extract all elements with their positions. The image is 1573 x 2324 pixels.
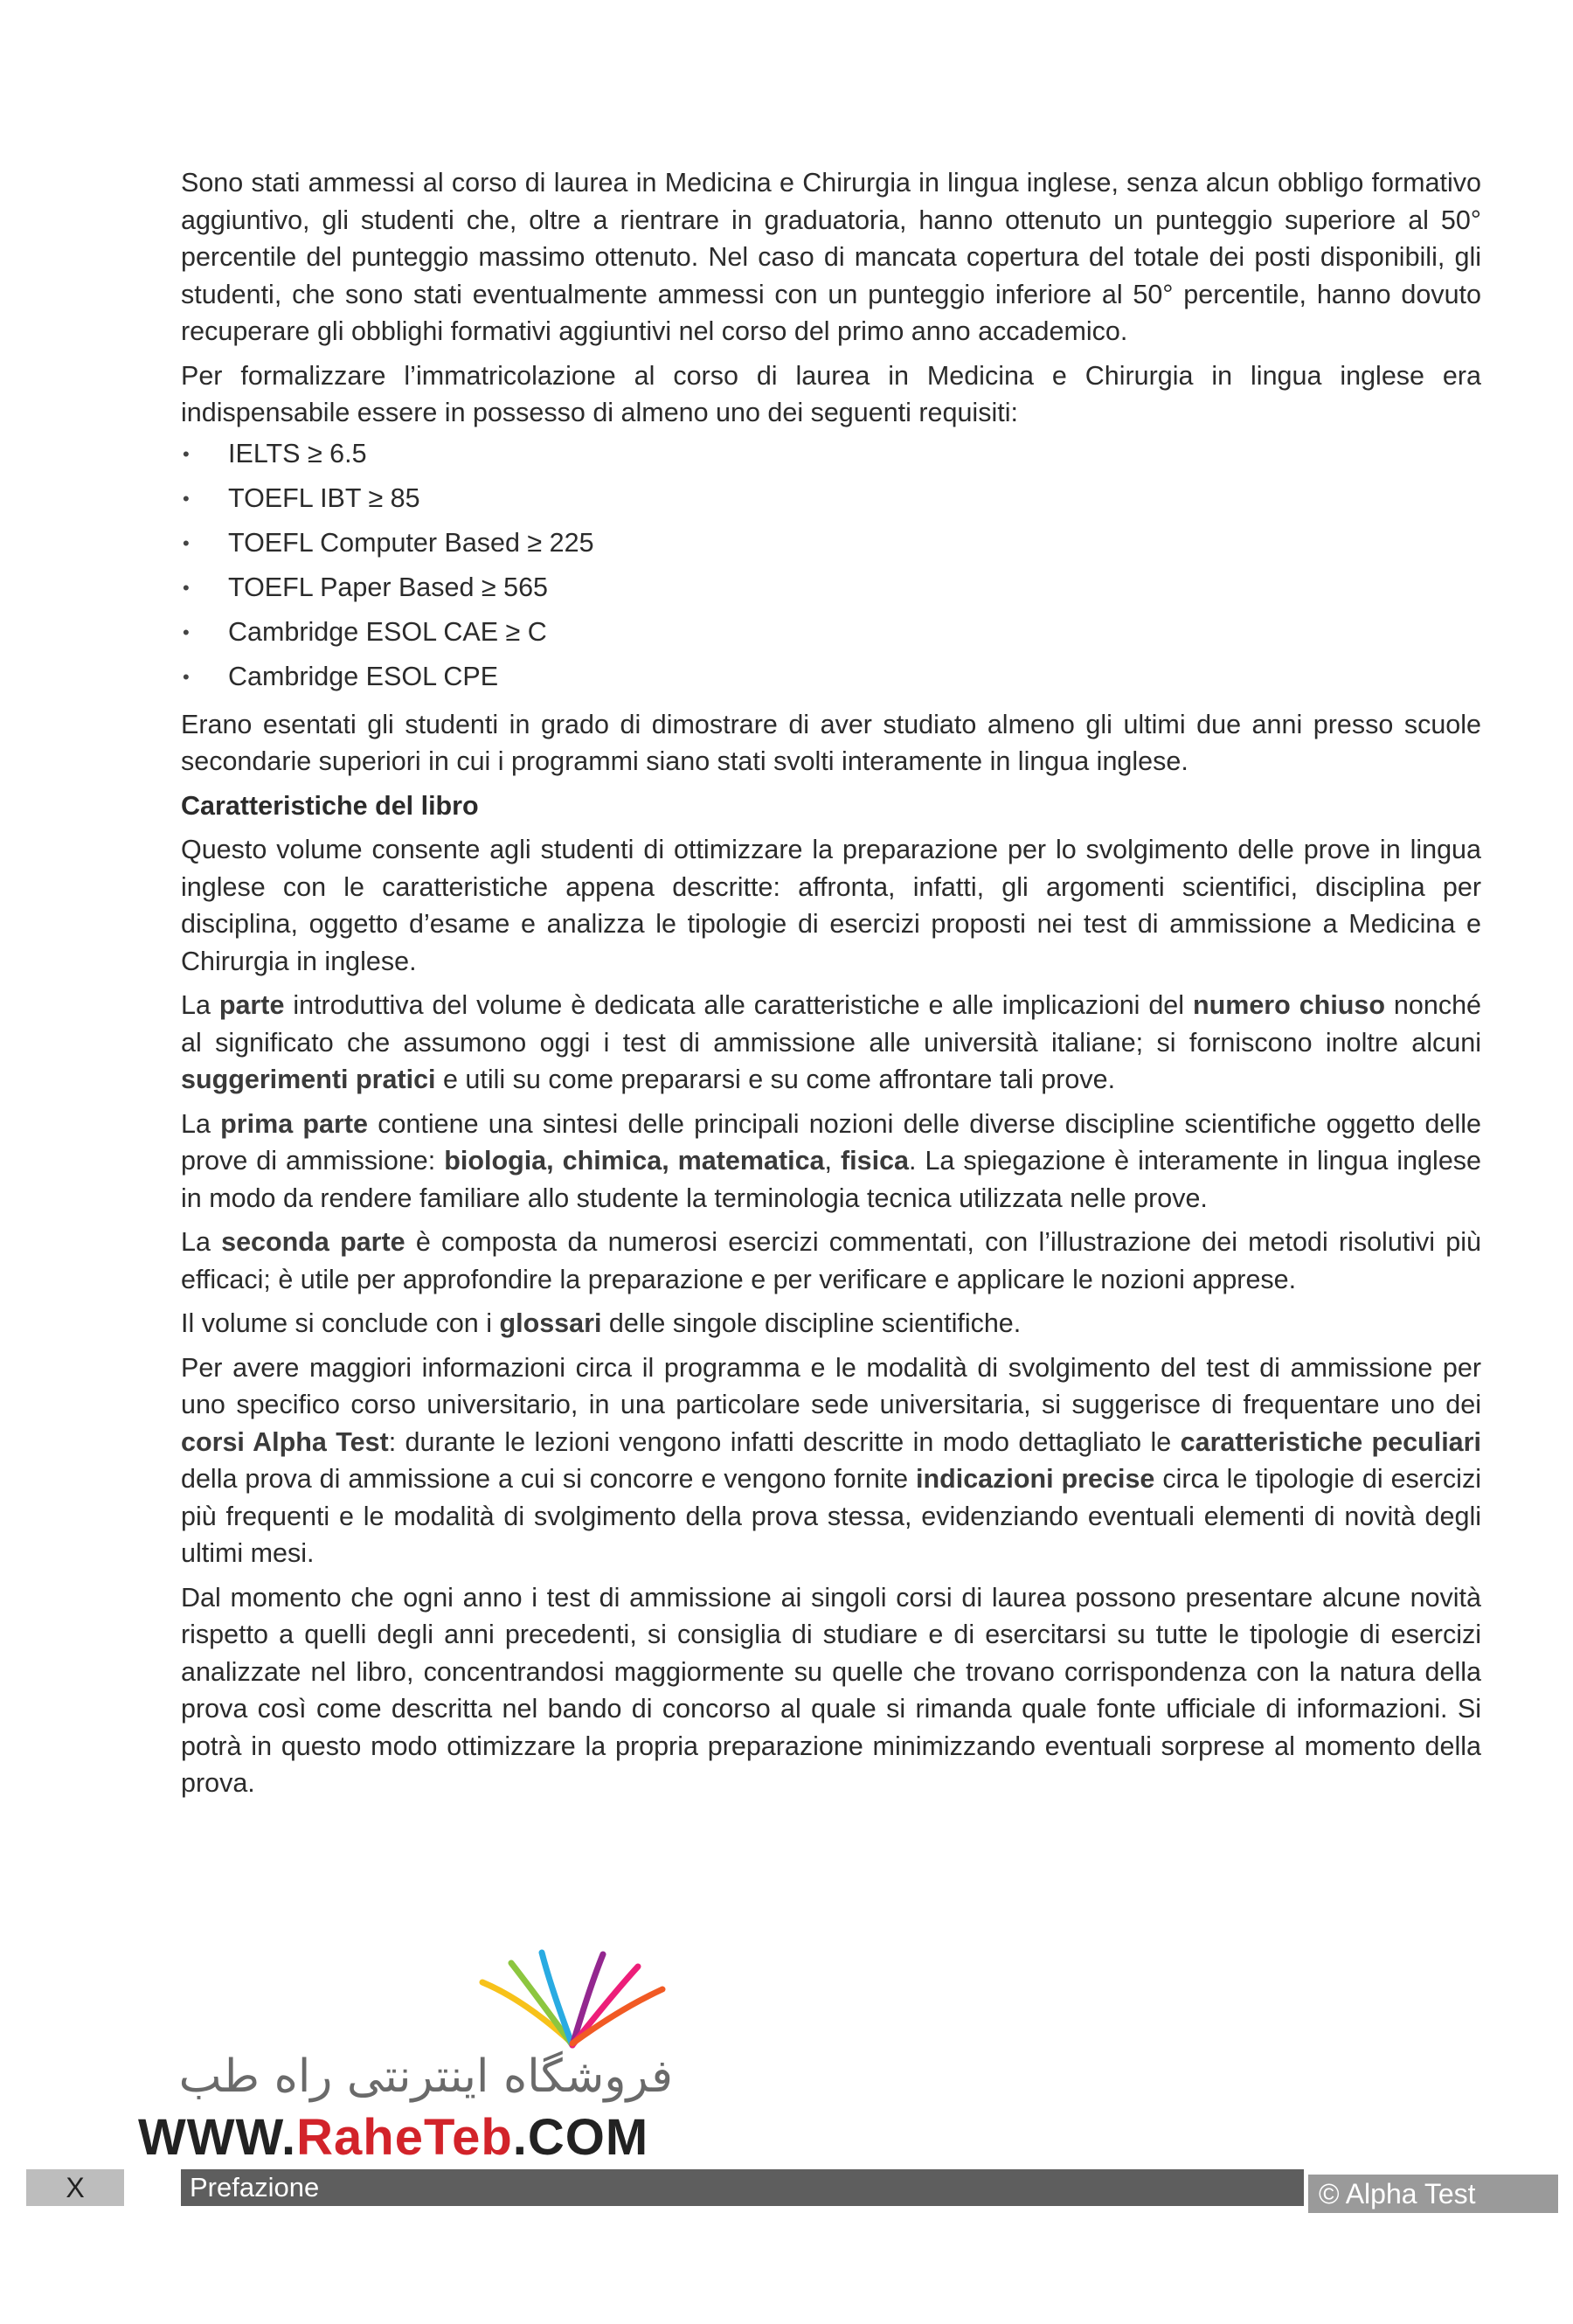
paragraph-glossary: Il volume si conclude con i glossari delle singole discipline scientifiche.	[181, 1308, 1022, 1338]
footer-section-title: Prefazione	[181, 2169, 1304, 2206]
list-item: • TOEFL IBT ≥ 85	[181, 476, 1481, 521]
list-item: • IELTS ≥ 6.5	[181, 432, 1481, 476]
watermark-url: WWW.RaheTeb.COM	[138, 2109, 649, 2166]
page-number: X	[26, 2169, 124, 2206]
paragraph-intro-part: La parte introduttiva del volume è dedicata alle caratteristiche e alle implicazioni del numero chiuso nonché al significato che assumono oggi i test di ammissione alle università italiane; si forniscono inoltre alcuni suggerimenti pratici e utili su come prepararsi e su come affrontare tali prove.	[181, 990, 1481, 1094]
list-item: • TOEFL Computer Based ≥ 225	[181, 521, 1481, 565]
footer-publisher: © Alpha Test	[1308, 2175, 1558, 2213]
paragraph-courses: Per avere maggiori informazioni circa il programma e le modalità di svolgimento del test di ammissione per uno specifico corso universitario, in una particolare sede universitaria, si suggerisce di frequentare uno dei corsi Alpha Test: durante le lezioni vengono infatti descritte in modo dettagliato le caratteristiche peculiari della prova di ammissione a cui si concorre e vengono fornite indicazioni precise circa le tipologie di esercizi più frequenti e le modalità di svolgimento della prova stessa, evidenziando eventuali elementi di novità degli ultimi mesi.	[181, 1352, 1481, 1568]
book-logo-icon	[472, 1947, 673, 2057]
paragraph-requirements-intro: Per formalizzare l’immatricolazione al corso di laurea in Medicina e Chirurgia in lingua inglese era indispensabile essere in possesso di almeno uno dei seguenti requisiti:	[181, 360, 1481, 427]
paragraph-admission: Sono stati ammessi al corso di laurea in Medicina e Chirurgia in lingua inglese, senza alcun obbligo formativo aggiuntivo, gli studenti che, oltre a rientrare in graduatoria, hanno ottenuto un punteggio superiore al 50° percentile del punteggio massimo ottenuto. Nel caso di mancata copertura del totale dei posti disponibili, gli studenti, che sono stati eventualmente ammessi con un punteggio inferiore al 50° percentile, hanno dovuto recuperare gli obblighi formativi aggiuntivi nel corso del primo anno accademico.	[181, 168, 1481, 346]
page-body	[181, 164, 1481, 1809]
requirements-list	[181, 432, 1481, 699]
list-item: • Cambridge ESOL CPE	[181, 655, 1481, 699]
paragraph-second-part: La seconda parte è composta da numerosi esercizi commentati, con l’illustrazione dei metodi risolutivi più efficaci; è utile per approfondire la preparazione e per verificare e applicare le nozioni apprese.	[181, 1227, 1481, 1294]
paragraph-first-part: La prima parte contiene una sintesi delle principali nozioni delle diverse discipline scientifiche oggetto delle prove di ammissione: biologia, chimica, matematica, fisica. La spiegazione è interamente in lingua inglese in modo da rendere familiare allo studente la terminologia tecnica utilizzata nelle prove.	[181, 1108, 1482, 1213]
watermark-persian-text: فروشگاه اینترنتی راه طب	[178, 2050, 673, 2103]
paragraph-volume: Questo volume consente agli studenti di ottimizzare la preparazione per lo svolgimento delle prove in lingua inglese con le caratteristiche appena descritte: affronta, infatti, gli argomenti scientifici, disciplina per disciplina, oggetto d’esame e analizza le tipologie di esercizi proposti nei test di ammissione a Medicina e Chirurgia in inglese.	[181, 835, 1481, 976]
list-item: • TOEFL Paper Based ≥ 565	[181, 565, 1481, 610]
paragraph-exemptions: Erano esentati gli studenti in grado di dimostrare di aver studiato almeno gli ultimi due anni presso scuole secondarie superiori in cui i programmi siano stati svolti interamente in lingua inglese.	[181, 709, 1481, 776]
paragraph-closing: Dal momento che ogni anno i test di ammissione ai singoli corsi di laurea possono presentare alcune novità rispetto a quelli degli anni precedenti, si consiglia di studiare e di esercitarsi su tutte le tipologie di esercizi analizzate nel libro, concentrandosi maggiormente su quelle che trovano corrispondenza con la natura della prova così come descritta nel bando di concorso al quale si rimanda quale fonte ufficiale di informazioni. Si potrà in questo modo ottimizzare la propria preparazione minimizzando eventuali sorprese al momento della prova.	[181, 1582, 1481, 1798]
list-item: • Cambridge ESOL CAE ≥ C	[181, 610, 1481, 655]
section-heading: Caratteristiche del libro	[181, 790, 479, 821]
